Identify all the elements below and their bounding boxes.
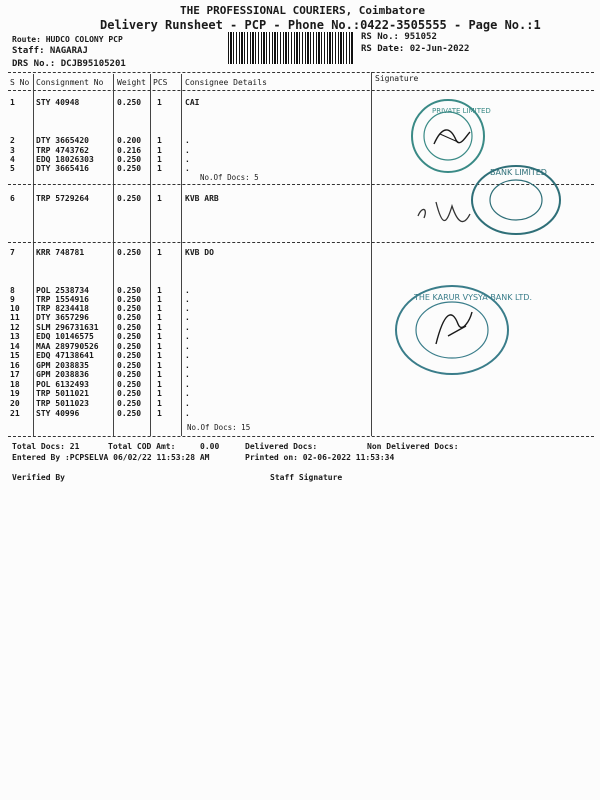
row-sno: 1 [10,98,15,107]
divider-bottom [8,436,594,437]
row-weight: 0.250 [117,248,142,257]
row-weight: 0.250 [117,164,142,173]
stamp3-text: THE KARUR VYSYA BANK LTD. [414,293,532,302]
row-consignee: . [185,155,190,164]
row-consignment: POL 6132493 [36,380,89,389]
total-cod: Total COD Amt: [108,442,176,451]
row-weight: 0.250 [117,332,142,341]
row-consignee: . [185,399,190,408]
runsheet-subtitle: Delivery Runsheet - PCP - Phone No.:0422-3505555 - Page No.:1 [100,18,541,32]
row-weight: 0.250 [117,313,142,322]
table-header [0,74,600,88]
row-sno: 9 [10,295,15,304]
row-consignment: MAA 289790526 [36,342,99,351]
row-consignee: . [185,389,190,398]
row-weight: 0.250 [117,286,142,295]
row-sno: 13 [10,332,20,341]
row-sno: 5 [10,164,15,173]
row-sno: 16 [10,361,20,370]
row-consignee: KVB DO [185,248,214,257]
group1-docs: No.Of Docs: 5 [200,173,259,182]
row-pcs: 1 [157,332,162,341]
row-consignment: STY 40948 [36,98,80,107]
row-consignee: . [185,351,190,360]
row-weight: 0.250 [117,342,142,351]
row-sno: 19 [10,389,20,398]
divider-header [8,90,594,91]
row-consignment: GPM 2038835 [36,361,89,370]
row-consignee: . [185,286,190,295]
table-row [0,409,600,419]
row-consignee: . [185,342,190,351]
row-weight: 0.250 [117,370,142,379]
entered-by: Entered By :PCPSELVA 06/02/22 11:53:28 AM [12,453,210,462]
row-consignment: STY 40996 [36,409,80,418]
rs-number: RS No.: 951052 [361,32,437,42]
row-sno: 7 [10,248,15,257]
divider-group2 [8,242,594,243]
row-consignment: POL 2538734 [36,286,89,295]
row-weight: 0.250 [117,98,142,107]
company-stamp-3 [392,282,532,378]
col-pcs: PCS [153,78,168,87]
cod-value: 0.00 [200,442,220,451]
delivered-docs: Delivered Docs: [245,442,318,451]
row-consignment: KRR 748781 [36,248,85,257]
row-consignee: . [185,304,190,313]
row-sno: 17 [10,370,20,379]
row-consignment: TRP 1554916 [36,295,89,304]
row-sno: 11 [10,313,20,322]
row-weight: 0.250 [117,380,142,389]
row-sno: 6 [10,194,15,203]
col-sno: S No [10,78,30,87]
table-row [0,136,600,146]
staff-signature: Staff Signature [270,473,343,482]
row-consignee: . [185,370,190,379]
table-row [0,248,600,258]
row-weight: 0.250 [117,361,142,370]
row-weight: 0.250 [117,389,142,398]
row-pcs: 1 [157,194,162,203]
row-pcs: 1 [157,304,162,313]
row-consignment: TRP 5011021 [36,389,89,398]
col-consignment: Consignment No [36,78,104,87]
row-pcs: 1 [157,380,162,389]
table-row [0,399,600,409]
row-pcs: 1 [157,323,162,332]
row-pcs: 1 [157,155,162,164]
row-pcs: 1 [157,313,162,322]
col-signature: Signature [375,74,419,83]
row-pcs: 1 [157,248,162,257]
row-sno: 3 [10,146,15,155]
row-consignment: EDQ 47138641 [36,351,94,360]
row-consignment: SLM 296731631 [36,323,99,332]
row-consignee: . [185,332,190,341]
row-sno: 10 [10,304,20,313]
row-pcs: 1 [157,164,162,173]
stamp2-text: BANK LIMITED [490,168,547,177]
non-delivered-docs: Non Delivered Docs: [367,442,459,451]
row-weight: 0.250 [117,351,142,360]
row-consignee: . [185,295,190,304]
table-row [0,389,600,399]
row-consignee: . [185,136,190,145]
row-consignee: KVB ARB [185,194,219,203]
row-consignment: TRP 4743762 [36,146,89,155]
row-consignment: TRP 8234418 [36,304,89,313]
row-weight: 0.200 [117,136,142,145]
staff-label: Staff: NAGARAJ [12,46,88,56]
company-stamp-2 [468,160,564,240]
row-sno: 8 [10,286,15,295]
row-weight: 0.250 [117,409,142,418]
row-consignee: CAI [185,98,200,107]
row-sno: 15 [10,351,20,360]
row-consignment: DTY 3657296 [36,313,89,322]
drs-label: DRS No.: DCJB95105201 [12,59,126,69]
row-weight: 0.250 [117,399,142,408]
row-pcs: 1 [157,146,162,155]
barcode [228,32,354,64]
rs-date: RS Date: 02-Jun-2022 [361,44,470,54]
verified-by: Verified By [12,473,65,482]
row-consignee: . [185,361,190,370]
route-label: Route: HUDCO COLONY PCP [12,35,123,44]
printed-on: Printed on: 02-06-2022 11:53:34 [245,453,395,462]
row-pcs: 1 [157,286,162,295]
row-pcs: 1 [157,361,162,370]
col-weight: Weight [117,78,146,87]
row-weight: 0.216 [117,146,142,155]
signature-scribble-1 [412,196,482,236]
stamp1-text: PRIVATE LIMITED [432,107,491,115]
row-consignment: GPM 2038836 [36,370,89,379]
company-title: THE PROFESSIONAL COURIERS, Coimbatore [180,4,426,17]
group3-docs: No.Of Docs: 15 [187,423,251,432]
row-pcs: 1 [157,409,162,418]
row-weight: 0.250 [117,155,142,164]
row-sno: 2 [10,136,15,145]
row-sno: 18 [10,380,20,389]
row-pcs: 1 [157,342,162,351]
row-consignee: . [185,313,190,322]
row-weight: 0.250 [117,323,142,332]
row-pcs: 1 [157,389,162,398]
row-pcs: 1 [157,351,162,360]
row-sno: 14 [10,342,20,351]
row-pcs: 1 [157,295,162,304]
row-consignment: DTY 3665420 [36,136,89,145]
row-sno: 20 [10,399,20,408]
row-consignee: . [185,164,190,173]
row-sno: 21 [10,409,20,418]
row-consignee: . [185,146,190,155]
total-docs: Total Docs: 21 [12,442,80,451]
divider-top [8,72,594,73]
row-weight: 0.250 [117,295,142,304]
row-sno: 4 [10,155,15,164]
row-pcs: 1 [157,370,162,379]
table-row [0,98,600,108]
row-consignment: EDQ 18026303 [36,155,94,164]
row-pcs: 1 [157,399,162,408]
row-sno: 12 [10,323,20,332]
row-consignment: EDQ 10146575 [36,332,94,341]
row-consignee: . [185,409,190,418]
row-weight: 0.250 [117,194,142,203]
row-pcs: 1 [157,136,162,145]
col-consignee: Consignee Details [185,78,267,87]
row-consignment: DTY 3665416 [36,164,89,173]
row-consignee: . [185,380,190,389]
row-consignment: TRP 5729264 [36,194,89,203]
row-weight: 0.250 [117,304,142,313]
row-pcs: 1 [157,98,162,107]
row-consignment: TRP 5011023 [36,399,89,408]
row-consignee: . [185,323,190,332]
